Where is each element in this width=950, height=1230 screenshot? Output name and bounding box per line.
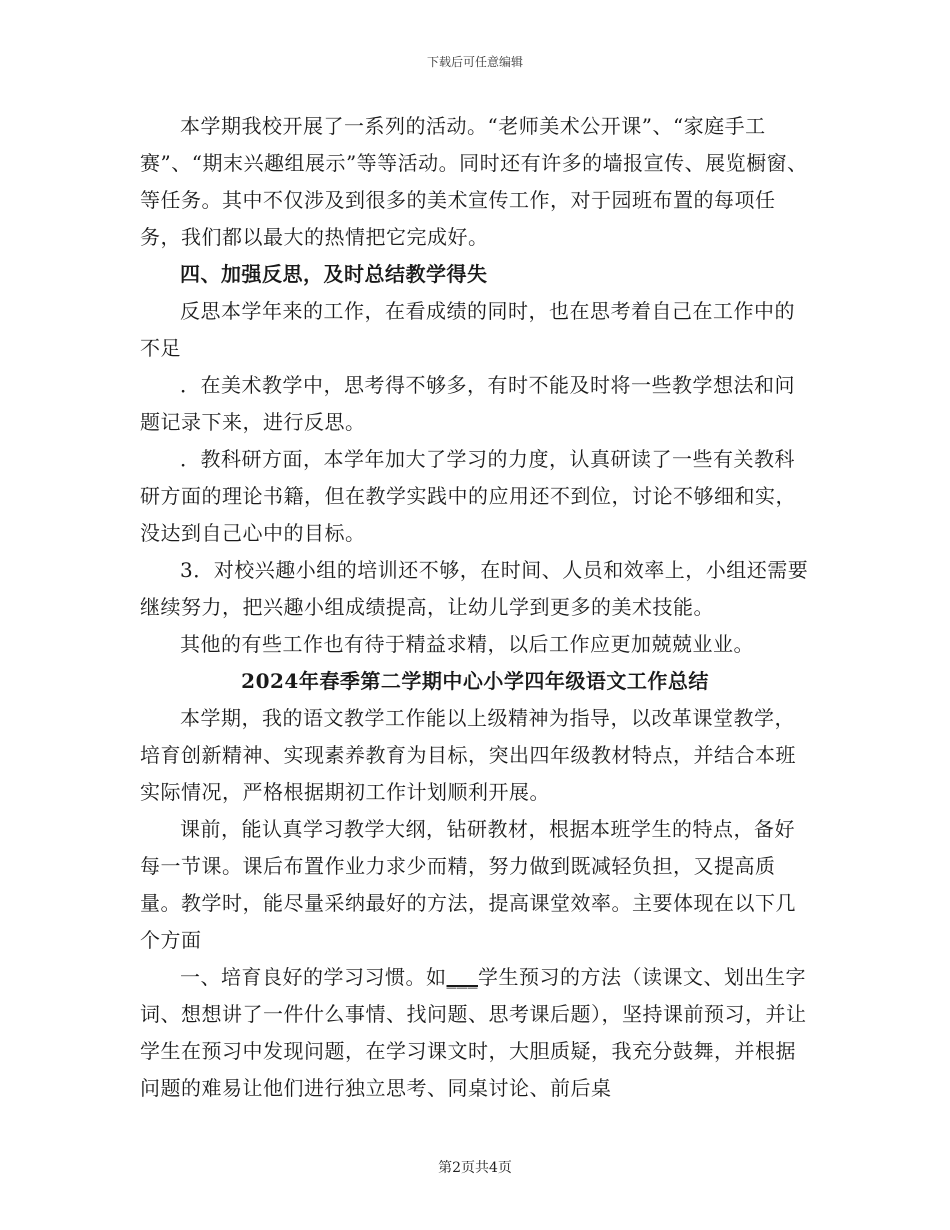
- document-title: 2024年春季第二学期中心小学四年级语文工作总结: [241, 669, 709, 693]
- paragraph-point-2: ．教科研方面，本学年加大了学习的力度，认真研读了一些有关教科研方面的理论书籍，但在教学实践中的应用还不到位，讨论不够细和实，没达到自己心中的目标。: [140, 447, 796, 545]
- section-heading-reflection: 四、加强反思，及时总结教学得失: [180, 262, 488, 286]
- page-footer: 第2页共4页: [438, 1160, 512, 1176]
- paragraph-point-1: ．在美术教学中，思考得不够多，有时不能及时将一些教学想法和问题记录下来，进行反思。: [140, 373, 795, 434]
- paragraph-preparation: 课前，能认真学习教学大纲，钻研教材，根据本班学生的特点，备好每一节课。课后布置作业力求少而精，努力做到既减轻负担，又提高质量。教学时，能尽量采纳最好的方法，提高课堂效率。主要体现在以下几个方面: [140, 817, 796, 952]
- paragraph-activities: 本学期我校开展了一系列的活动。“老师美术公开课”、“家庭手工赛”、“期末兴趣组展示”等等活动。同时还有许多的墙报宣传、展览橱窗、等任务。其中不仅涉及到很多的美术宣传工作，对于园班布置的每项任务，我们都以最大的热情把它完成好。: [140, 114, 808, 249]
- paragraph-habits: [140, 959, 810, 1107]
- habits-text-end: 学生预习的方法（读课文、划出生字词、想想讲了一件什么事情、找问题、思考课后题），坚持课前预习，并让学生在预习中发现问题，在学习课文时，大胆质疑，我充分鼓舞，并根据问题的难易让他们进行独立思考、同桌讨论、前后桌: [140, 965, 807, 1100]
- document-body: [140, 108, 810, 1107]
- paragraph-semester-intro: 本学期，我的语文教学工作能以上级精神为指导，以改革课堂教学，培育创新精神、实现素养教育为目标，突出四年级教材特点，并结合本班实际情况，严格根据期初工作计划顺利开展。: [140, 706, 796, 804]
- fill-in-blank: ___: [446, 965, 478, 989]
- paragraph-reflection-intro: 反思本学年来的工作，在看成绩的同时，也在思考着自己在工作中的不足: [140, 299, 795, 360]
- page-header: 下载后可任意编辑: [426, 55, 523, 69]
- habits-text-start: 一、培育良好的学习习惯。如: [180, 965, 447, 989]
- paragraph-point-3: 3．对校兴趣小组的培训还不够，在时间、人员和效率上，小组还需要继续努力，把兴趣小组成绩提高，让幼儿学到更多的美术技能。: [140, 558, 809, 619]
- paragraph-closing: 其他的有些工作也有待于精益求精，以后工作应更加兢兢业业。: [180, 632, 754, 656]
